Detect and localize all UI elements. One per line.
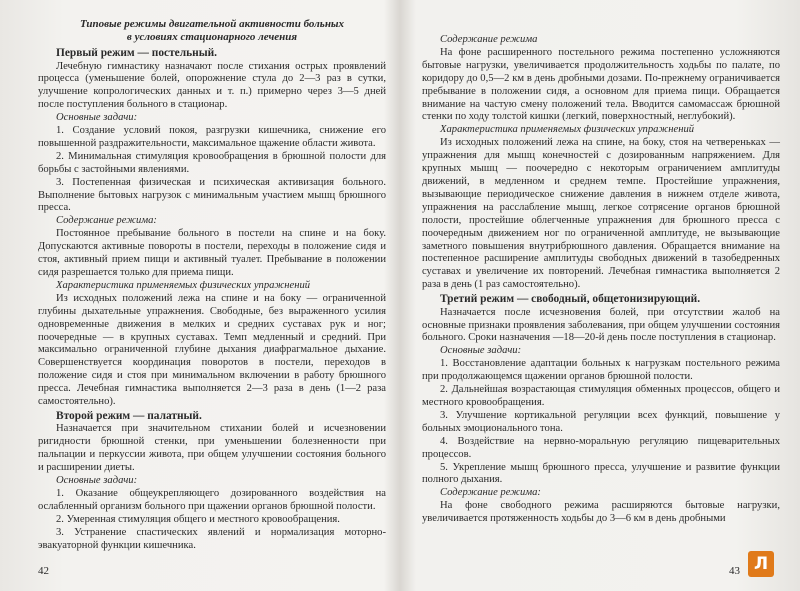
mode1-task-3: 3. Постепенная физическая и психическая активизация больного. Выполнение бытовых нагрузок с минимальным участием мышц брюшного пресса.: [38, 176, 386, 214]
mode2-task-2: 2. Умеренная стимуляция общего и местного кровообращения.: [56, 513, 340, 525]
mode1-exercises: Из исходных положений лежа на спине и на боку — ограниченной глубины дыхательные упражнения. Свободные, без выраженного усилия одновременные движения в мелких и средних суставах рук и ног; поочередные — в крупных суставах. Темп медленный и средний. При максимально ограниченной глубине дыхания диафрагмальное дыхание. Совершенствуется координация поворотов в постели, переходов в положение сидя и стоя при минимальном включении в работу брюшного пресса. Лечебная гимнастика выполняется 2—3 раза в день (1—2 раза самостоятельно).: [38, 292, 386, 408]
mode1-heading: Первый режим — постельный.: [56, 47, 218, 59]
mode3-task-3: 3. Улучшение кортикальной регуляции всех функций, повышение у больных эмоционального тона.: [422, 409, 780, 434]
page-number-left: 42: [38, 565, 49, 577]
mode1-tasks-label: Основные задачи:: [56, 112, 138, 124]
mode2-content: На фоне расширенного постельного режима постепенно усложняются бытовые нагрузки, увеличивается продолжительность ходьбы по палате, по коридору до 0,5—2 км в день дробными дозами. По-прежнему ограничивается пребывание в положении сидя, а основном для приема пищи. Обращается внимание на частую смену положений тела. Вводится самомассаж брюшной стенки по ходу толстой кишки (легкий, поверхностный, неглубокий).: [422, 46, 780, 123]
mode3-content-label: Содержание режима:: [440, 487, 541, 499]
mode3-heading: Третий режим — свободный, общетонизирующий.: [440, 293, 701, 306]
mode1-task-1: 1. Создание условий покоя, разгрузки кишечника, снижение его повышенной раздражительности, максимальное щажение области живота.: [38, 125, 386, 149]
page-number-right: 43: [729, 565, 740, 577]
mode3-intro: Назначается после исчезновения болей, при отсутствии жалоб на основные признаки проявления заболевания, при общем улучшении состояния больного. Сроки назначения —18—20-й день после поступления в стационар.: [422, 306, 780, 344]
mode1-content-label: Содержание режима:: [56, 215, 157, 227]
mode3-content: На фоне свободного режима расширяются бытовые нагрузки, увеличивается протяженность ходьбы до 3—6 км в день дробными: [422, 500, 780, 525]
mode1-exercises-label: Характеристика применяемых физических упражнений: [56, 279, 311, 291]
section-title: Типовые режимы двигательной активности больных в условиях стационарного лечения: [79, 18, 345, 43]
mode3-task-5: 5. Укрепление мышц брюшного пресса, улучшение и развитие функции полного дыхания.: [422, 461, 780, 486]
mode3-task-4: 4. Воздействие на нервно-моральную регуляцию пищеварительных процессов.: [422, 435, 780, 460]
mode2-task-1: 1. Оказание общеукрепляющего дозированного воздействия на ослабленный организм больного при щажении органов брюшной полости.: [38, 488, 386, 512]
mode2-task-3: 3. Устранение спастических явлений и нормализация моторно-эвакуаторной функции кишечника.: [38, 526, 386, 551]
mode2-tasks-label: Основные задачи:: [56, 475, 138, 487]
mode2-exercises-label: Характеристика применяемых физических упражнений: [440, 124, 695, 136]
publisher-logo-icon: Л: [748, 551, 774, 577]
mode1-content: Постоянное пребывание больного в постели на спине и на боку. Допускаются активные повороты в постели, переходы в положение сидя и стоя, активный прием пищи и активный туалет. Пребывание в положении сидя разрешается только для приема пищи.: [38, 228, 386, 278]
mode3-task-2: 2. Дальнейшая возрастающая стимуляция обменных процессов, общего и местного кровообращения.: [422, 384, 780, 408]
mode2-exercises: Из исходных положений лежа на спине, на боку, стоя на четвереньках — упражнения для мышц конечностей с дозированным напряжением. Для крупных мышц — поочередно с некоторым ограничением амплитуды движений, в медленном и среднем темпе. Простейшие упражнения, вызывающие периодическое снижение давления в нижнем отделе живота, упражнения на расслабление мышц, легкое сотрясение органов брюшной полости, простейшие облегченные упражнения для брюшного пресса с поочередным движением ног по ограниченной амплитуде, не вызывающие заметного повышения внутрибрюшного давления. Обращается внимание на постепенное расширение амплитуды свободных движений в тазобедренных суставах и увеличение их повторений. Лечебная гимнастика выполняется 2 раза в день (1 раз самостоятельно).: [422, 137, 780, 291]
mode2-intro: Назначается при значительном стихании болей и исчезновении ригидности брюшной стенки, при уменьшении болезненности при пальпации и перкуссии живота, при общем улучшении состояния больного и расширении диеты.: [38, 423, 386, 474]
mode1-task-2: 2. Минимальная стимуляция кровообращения в брюшной полости для борьбы с застойными явлениями.: [38, 150, 386, 175]
mode2-heading: Второй режим — палатный.: [56, 409, 202, 422]
right-page: [400, 0, 800, 591]
mode1-intro: Лечебную гимнастику назначают после стихания острых проявлений процесса (уменьшение болей, опорожнение стула до 2—3 раз в сутки, улучшение копрологических данных и т. п.) примерно через 3—5 дней после поступления больного в стационар.: [38, 60, 386, 111]
mode3-tasks-label: Основные задачи:: [440, 345, 522, 357]
mode3-task-1: 1. Восстановление адаптации больных к нагрузкам постельного режима при продолжающемся щажении органов брюшной полости.: [422, 358, 780, 383]
mode2-content-label: Содержание режима: [440, 34, 538, 45]
